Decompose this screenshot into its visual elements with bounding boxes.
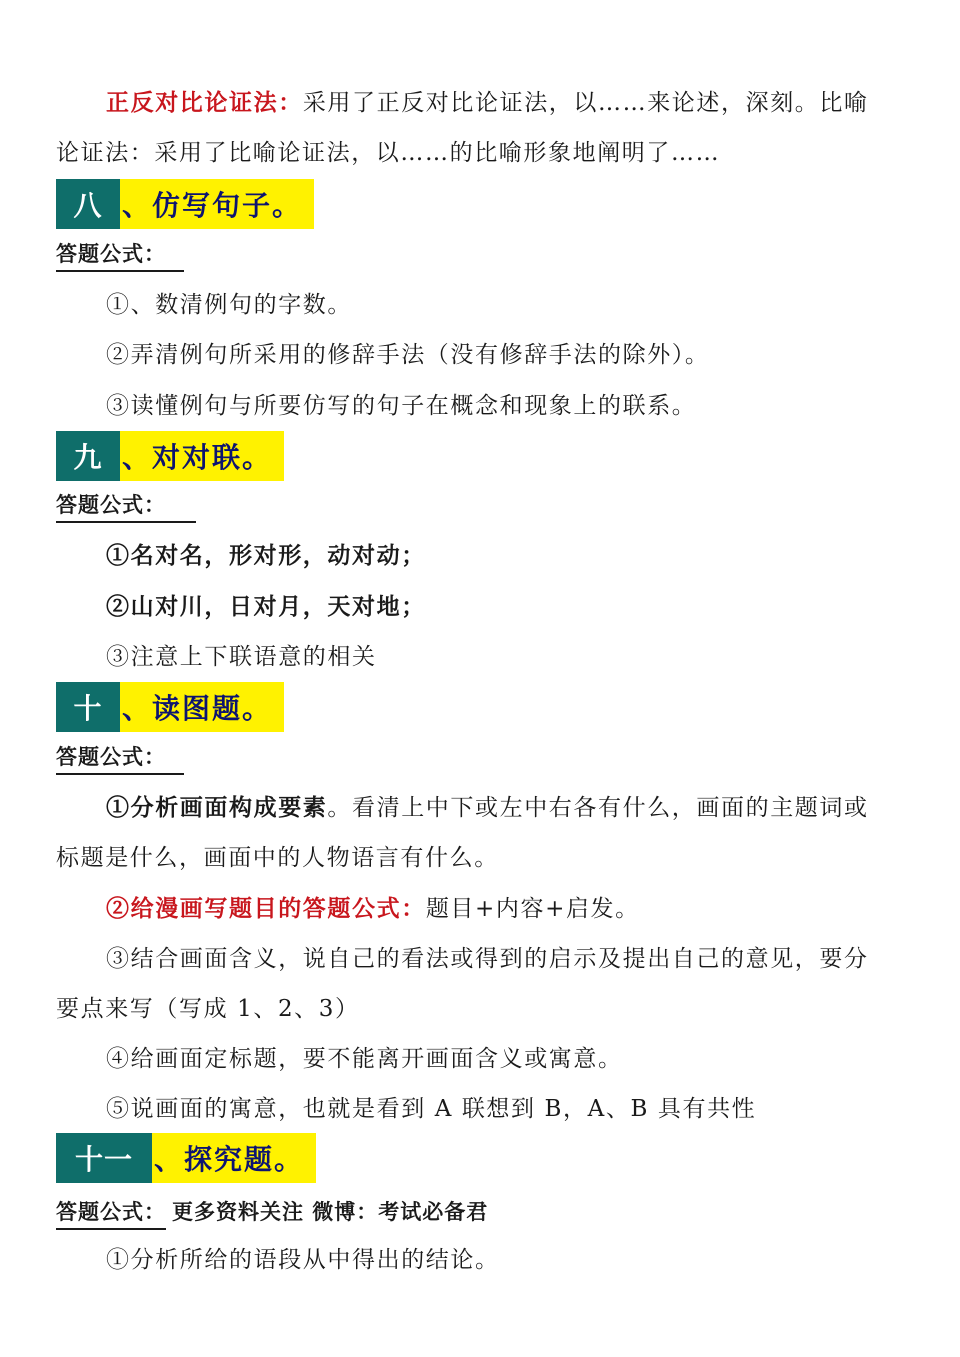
section-10-item-1-key: ①分析画面构成要素 <box>106 794 328 821</box>
section-10-formula-label: 答题公式： <box>56 743 184 775</box>
intro-line-1 <box>106 88 906 118</box>
section-10-item-2-text: 题目+内容+启发。 <box>425 896 640 922</box>
section-8-formula-label: 答题公式： <box>56 240 184 272</box>
section-9-item-1: ①名对名，形对形，动对动； <box>106 542 426 569</box>
section-8-item-2: ②弄清例句所采用的修辞手法（没有修辞手法的除外）。 <box>106 342 710 368</box>
section-10-item-3-continued: 要点来写（写成 1、2、3） <box>56 996 360 1022</box>
section-8-header <box>56 179 314 229</box>
section-9-title: 、对对联。 <box>120 431 284 481</box>
section-10-item-2-key: ②给漫画写题目的答题公式： <box>106 895 426 922</box>
section-10-item-1-text: 。看清上中下或左中右各有什么，画面的主题词或 <box>327 795 869 821</box>
contrast-argument-label: 正反对比论证法： <box>106 89 303 116</box>
section-10-title: 、读图题。 <box>120 682 284 732</box>
section-11-header <box>56 1133 316 1183</box>
section-10-header <box>56 682 284 732</box>
section-9-item-3: ③注意上下联语意的相关 <box>106 644 377 670</box>
section-11-promo-text: 更多资料关注 微博：考试必备君 <box>172 1199 489 1224</box>
section-9-formula-label: 答题公式： <box>56 491 196 523</box>
section-11-title: 、探究题。 <box>152 1133 316 1183</box>
section-9-item-2: ②山对川，日对月，天对地； <box>106 593 426 620</box>
section-10-number: 十 <box>56 682 120 732</box>
section-8-number: 八 <box>56 179 120 229</box>
section-11-item-1: ①分析所给的语段从中得出的结论。 <box>106 1247 500 1273</box>
section-11-formula-label: 答题公式： <box>56 1198 166 1230</box>
section-9-header <box>56 431 284 481</box>
contrast-argument-text: 采用了正反对比论证法，以……来论述，深刻。比喻 <box>302 90 869 116</box>
section-8-title: 、仿写句子。 <box>120 179 314 229</box>
section-10-item-3: ③结合画面含义，说自己的看法或得到的启示及提出自己的意见，要分 <box>106 946 869 972</box>
section-10-item-2 <box>106 894 906 924</box>
section-10-item-1-continued: 标题是什么，画面中的人物语言有什么。 <box>56 845 499 871</box>
section-8-item-3: ③读懂例句与所要仿写的句子在概念和现象上的联系。 <box>106 393 697 419</box>
section-10-item-1 <box>106 793 906 823</box>
section-9-number: 九 <box>56 431 120 481</box>
section-11-formula-row <box>56 1196 488 1230</box>
intro-line-2: 论证法：采用了比喻论证法，以……的比喻形象地阐明了…… <box>56 140 721 166</box>
section-10-item-4: ④给画面定标题，要不能离开画面含义或寓意。 <box>106 1046 623 1072</box>
section-10-item-5: ⑤说画面的寓意，也就是看到 A 联想到 B，A、B 具有共性 <box>106 1096 757 1122</box>
section-8-item-1: ①、数清例句的字数。 <box>106 292 352 318</box>
section-11-number: 十一 <box>56 1133 152 1183</box>
